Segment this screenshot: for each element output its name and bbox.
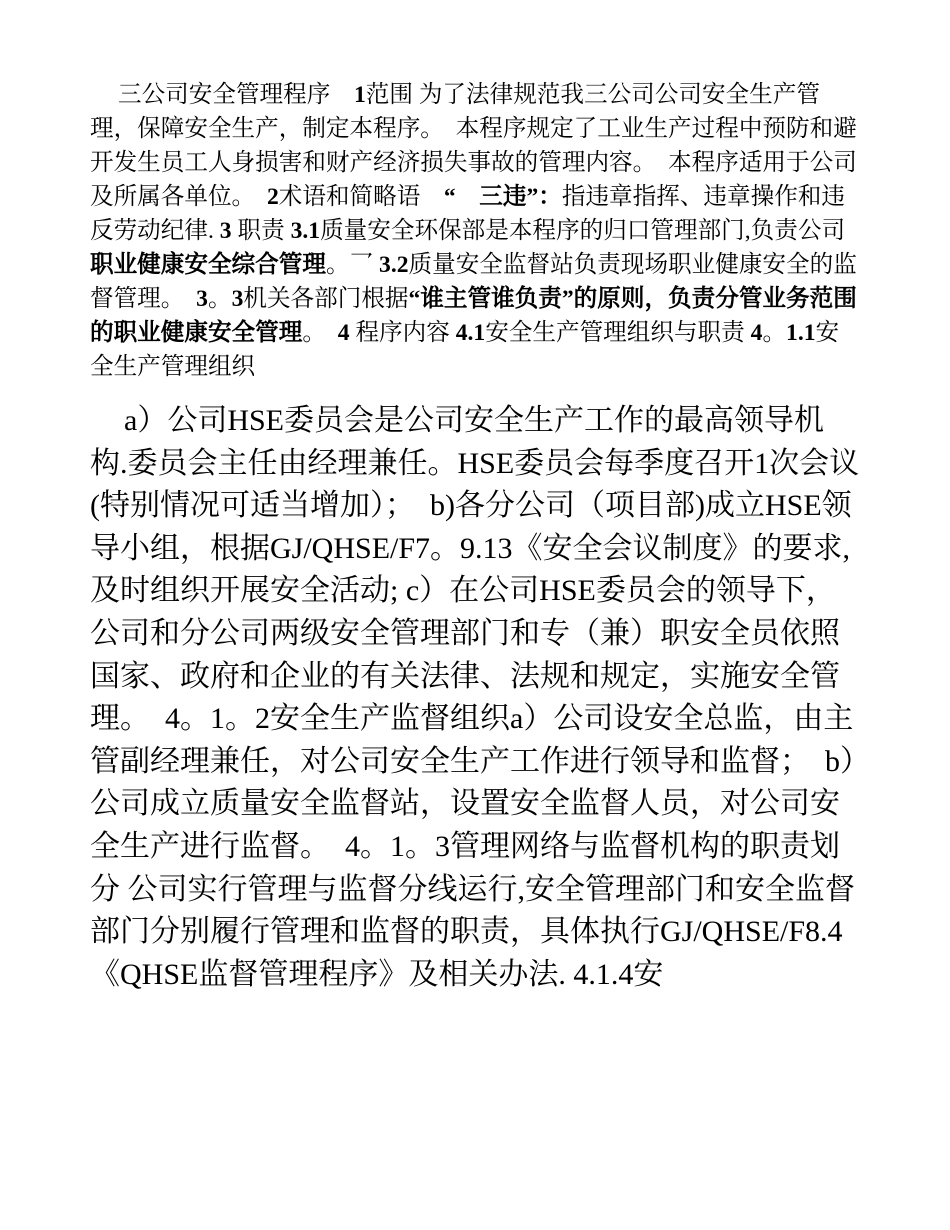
document-page: [90, 78, 860, 996]
section-4-1-1-separator: 。: [762, 320, 787, 346]
section-4-1-1-text: 安全生产管理组织: [90, 320, 840, 380]
section-1-number: 1: [353, 82, 366, 108]
section-3-2-number: 3.2: [379, 252, 409, 278]
document-title: 三公司安全管理程序: [118, 82, 331, 108]
section-3-3-end: 。: [302, 320, 338, 346]
section-4-1-number: 4.1: [455, 320, 486, 346]
section-1-text: 范围 为了法律规范我三公司公司安全生产管理，保障安全生产，制定本程序。 本程序规定了工业生产过程中预防和避开发生员工人身损害和财产经济损失事故的管理内容。 本程序适用于公司及所属各单位。: [90, 82, 857, 210]
section-2-term: “ 三违”：: [443, 184, 562, 210]
section-3-text: 职责: [237, 218, 285, 244]
stray-mark: 乛: [349, 252, 374, 278]
section-3-3-number-a: 3: [196, 286, 208, 312]
section-3-1-end: 。: [325, 252, 350, 278]
section-2-definition: 指违章指挥、违章操作和违反劳动纪律.: [90, 184, 845, 244]
section-3-2-text: 质量安全监督站负责现场职业健康安全的监督管理。: [90, 252, 857, 312]
paragraph-procedure-intro: [90, 78, 860, 384]
section-3-3-bold: “谁主管谁负责”的原则，负责分管业务范围的职业健康安全管理: [90, 286, 857, 346]
section-3-1-bold: 职业健康安全综合管理: [90, 252, 326, 278]
section-2-text: 术语和简略语: [278, 184, 444, 210]
section-4-1-1-number-b: 1.1: [786, 320, 816, 346]
section-2-number: 2: [266, 184, 279, 210]
section-4-1-1-number-a: 4: [750, 320, 763, 346]
section-4-number: 4: [337, 320, 350, 346]
section-3-3-text: 机关各部门根据: [243, 286, 409, 312]
section-3-1-text: 质量安全环保部是本程序的归口管理部门,负责公司: [320, 218, 846, 244]
section-3-1-number: 3.1: [290, 218, 321, 244]
section-3-3-separator: 。: [207, 286, 232, 312]
section-4-1-text: 安全生产管理组织与职责: [485, 320, 745, 346]
section-4-text: 程序内容: [355, 320, 450, 346]
section-3-number: 3: [219, 218, 232, 244]
section-3-3-number-b: 3: [231, 286, 244, 312]
paragraph-organization-details: a）公司HSE委员会是公司安全生产工作的最高领导机构.委员会主任由经理兼任。HSE委员会每季度召开1次会议(特别情况可适当增加）； b)各分公司（项目部)成立HSE领导小组，根据GJ/QHSE/F7。9.13《安全会议制度》的要求,及时组织开展安全活动; c）在公司HSE委员会的领导下，公司和分公司两级安全管理部门和专（兼）职安全员依照国家、政府和企业的有关法律、法规和规定，实施安全管理。 4。1。2安全生产监督组织a）公司设安全总监，由主管副经理兼任，对公司安全生产工作进行领导和监督； b）公司成立质量安全监督站，设置安全监督人员，对公司安全生产进行监督。 4。1。3管理网络与监督机构的职责划分 公司实行管理与监督分线运行,安全管理部门和安全监督部门分别履行管理和监督的职责，具体执行GJ/QHSE/F8.4《QHSE监督管理程序》及相关办法. 4.1.4安: [90, 404, 860, 991]
